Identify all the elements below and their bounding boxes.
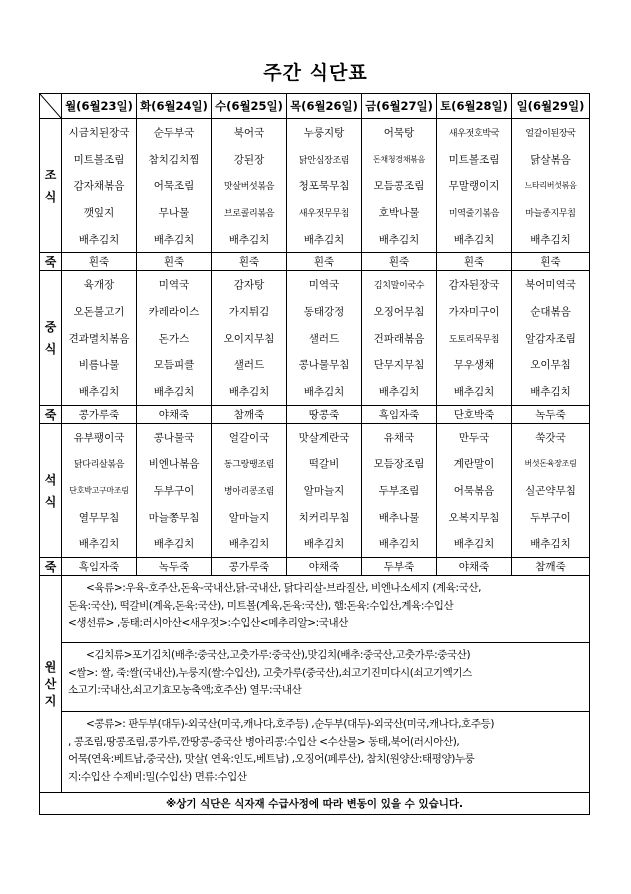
origin-line: 소고기:국내산,쇠고기효모농축액;호주산) 열무:국내산 xyxy=(68,684,302,697)
menu-item: 배추김치 xyxy=(137,378,212,405)
notice-row xyxy=(40,793,590,815)
menu-item: 견과멸치볶음 xyxy=(62,325,137,352)
day-header: 토(6월28일) xyxy=(437,94,512,119)
porridge-item: 흑임자죽 xyxy=(62,558,137,576)
menu-row xyxy=(40,531,590,558)
menu-item: 순두부국 xyxy=(137,119,212,146)
menu-item: 배추김치 xyxy=(287,378,362,405)
menu-row xyxy=(40,298,590,325)
menu-row xyxy=(40,199,590,226)
porridge-item: 단호박죽 xyxy=(437,405,512,423)
menu-item: 건파래볶음 xyxy=(362,325,437,352)
menu-item: 무나물 xyxy=(137,199,212,226)
porridge-item: 흰죽 xyxy=(437,253,512,271)
menu-item: 샐러드 xyxy=(287,325,362,352)
menu-item: 배추김치 xyxy=(512,226,590,253)
menu-item: 오징어무침 xyxy=(362,298,437,325)
origin-group xyxy=(62,712,589,792)
page-title: 주간 식단표 xyxy=(263,62,368,84)
menu-item: 순대볶음 xyxy=(512,298,590,325)
menu-item: 열무무침 xyxy=(62,504,137,531)
origin-line: 돈육:국산), 떡갈비(계육,돈육:국산), 미트볼(계육,돈육:국산), 햄:돈육:수입산,계육:수입산 xyxy=(68,599,454,612)
porridge-item: 야채죽 xyxy=(287,558,362,576)
menu-item: 병아리콩조림 xyxy=(212,477,287,504)
menu-item: 어묵탕 xyxy=(362,119,437,146)
menu-item: 배추김치 xyxy=(62,226,137,253)
porridge-item: 야채죽 xyxy=(137,405,212,423)
menu-item: 미트볼조림 xyxy=(437,146,512,173)
menu-item: 마늘쫑무침 xyxy=(137,504,212,531)
menu-item: 두부구이 xyxy=(137,477,212,504)
origin-line: <생선류> ,동태:러시아산<새우젓>:수입산<메추리알>:국내산 xyxy=(68,617,349,630)
menu-item: 호박나물 xyxy=(362,199,437,226)
porridge-item: 녹두죽 xyxy=(137,558,212,576)
menu-item: 단호박고구마조림 xyxy=(62,477,137,504)
meal-label: 석식 xyxy=(40,423,62,557)
menu-item: 오복지무침 xyxy=(437,504,512,531)
origin-line: <육류>:우육-호주산,돈육-국내산,닭-국내산, 닭다리살-브라질산, 비엔나소세지 (계육:국산, xyxy=(86,582,482,595)
menu-row xyxy=(40,352,590,379)
menu-item: 알마늘지 xyxy=(287,477,362,504)
weekly-menu-table xyxy=(39,93,590,815)
menu-item: 비름나물 xyxy=(62,352,137,379)
menu-item: 계란말이 xyxy=(437,451,512,478)
menu-item: 참치김치찜 xyxy=(137,146,212,173)
menu-item: 무우생채 xyxy=(437,352,512,379)
menu-item: 미트볼조림 xyxy=(62,146,137,173)
menu-item: 배추김치 xyxy=(437,378,512,405)
menu-item: 배추김치 xyxy=(62,378,137,405)
porridge-item: 두부죽 xyxy=(362,558,437,576)
porridge-item: 흰죽 xyxy=(137,253,212,271)
menu-body xyxy=(40,119,590,576)
menu-item: 배추김치 xyxy=(287,226,362,253)
menu-item: 감자탕 xyxy=(212,271,287,298)
menu-item: 배추김치 xyxy=(437,226,512,253)
origin-label-char: 원 xyxy=(44,659,57,674)
menu-item: 가자미구이 xyxy=(437,298,512,325)
menu-item: 배추김치 xyxy=(137,531,212,558)
menu-item: 미역국 xyxy=(287,271,362,298)
menu-item: 맛살계란국 xyxy=(287,423,362,450)
porridge-label: 죽 xyxy=(40,253,62,271)
menu-item: 배추김치 xyxy=(212,226,287,253)
menu-item: 배추김치 xyxy=(62,531,137,558)
menu-item: 청포묵무침 xyxy=(287,172,362,199)
origin-line: <콩류>: 판두부(대두)-외국산(미국,캐나다,호주등) ,순두부(대두)-외국산(미국,캐나다,호주등) xyxy=(86,718,495,731)
menu-item: 콩나물무침 xyxy=(287,352,362,379)
menu-item: 오돈불고기 xyxy=(62,298,137,325)
menu-item: 감자채볶음 xyxy=(62,172,137,199)
menu-item: 어묵조림 xyxy=(137,172,212,199)
menu-item: 육개장 xyxy=(62,271,137,298)
menu-item: 도토리묵무침 xyxy=(437,325,512,352)
menu-item: 배추김치 xyxy=(512,531,590,558)
menu-item: 동태강정 xyxy=(287,298,362,325)
menu-row xyxy=(40,119,590,146)
porridge-item: 콩가루죽 xyxy=(212,558,287,576)
menu-item: 배추김치 xyxy=(212,378,287,405)
origin-group xyxy=(62,576,589,643)
porridge-item: 땅콩죽 xyxy=(287,405,362,423)
origin-row xyxy=(40,576,590,793)
menu-item: 누룽지탕 xyxy=(287,119,362,146)
day-header: 화(6월24일) xyxy=(137,94,212,119)
porridge-item: 흰죽 xyxy=(287,253,362,271)
menu-item: 강된장 xyxy=(212,146,287,173)
diagonal-line xyxy=(40,94,61,118)
menu-item: 어묵볶음 xyxy=(437,477,512,504)
porridge-item: 흰죽 xyxy=(212,253,287,271)
menu-row xyxy=(40,146,590,173)
menu-item: 닭살볶음 xyxy=(512,146,590,173)
menu-item: 얼갈이국 xyxy=(212,423,287,450)
menu-item: 콩나물국 xyxy=(137,423,212,450)
header-row xyxy=(40,94,590,119)
menu-row xyxy=(40,226,590,253)
porridge-row xyxy=(40,405,590,423)
menu-item: 김치말이국수 xyxy=(362,271,437,298)
menu-item: 동그랑땡조림 xyxy=(212,451,287,478)
menu-item: 느타리버섯볶음 xyxy=(512,172,590,199)
menu-row xyxy=(40,325,590,352)
menu-item: 치커리무침 xyxy=(287,504,362,531)
menu-item: 모듬콩조림 xyxy=(362,172,437,199)
origin-label-char: 지 xyxy=(44,693,57,708)
menu-item: 모듬피클 xyxy=(137,352,212,379)
menu-item: 카레라이스 xyxy=(137,298,212,325)
menu-item: 유부팽이국 xyxy=(62,423,137,450)
porridge-item: 참깨죽 xyxy=(212,405,287,423)
menu-item: 가지튀김 xyxy=(212,298,287,325)
menu-item: 모듬장조림 xyxy=(362,451,437,478)
origin-line: 어묵(연육:베트남,중국산), 맛살( 연육:인도,베트남) ,오징어(페루산), 참치(원양산:태평양)누룽 xyxy=(68,753,475,766)
meal-label: 중식 xyxy=(40,271,62,405)
meal-label: 조식 xyxy=(40,119,62,253)
menu-item: 알감자조림 xyxy=(512,325,590,352)
menu-item: 깻잎지 xyxy=(62,199,137,226)
menu-item: 새우젓무무침 xyxy=(287,199,362,226)
menu-item: 오이무침 xyxy=(512,352,590,379)
menu-row xyxy=(40,451,590,478)
menu-item: 배추김치 xyxy=(287,531,362,558)
menu-item: 두부조림 xyxy=(362,477,437,504)
menu-row xyxy=(40,271,590,298)
menu-item: 시금치된장국 xyxy=(62,119,137,146)
porridge-item: 녹두죽 xyxy=(512,405,590,423)
porridge-label: 죽 xyxy=(40,558,62,576)
menu-item: 배추김치 xyxy=(362,226,437,253)
day-header: 금(6월27일) xyxy=(362,94,437,119)
menu-item: 돈가스 xyxy=(137,325,212,352)
menu-item: 북어미역국 xyxy=(512,271,590,298)
menu-item: 유채국 xyxy=(362,423,437,450)
menu-item: 단무지무침 xyxy=(362,352,437,379)
menu-item: 돈채청경채볶음 xyxy=(362,146,437,173)
day-header: 월(6월23일) xyxy=(62,94,137,119)
origin-label-char: 산 xyxy=(44,676,57,691)
day-header: 목(6월26일) xyxy=(287,94,362,119)
menu-item: 쑥갓국 xyxy=(512,423,590,450)
porridge-item: 참깨죽 xyxy=(512,558,590,576)
menu-item: 버섯돈육장조림 xyxy=(512,451,590,478)
menu-item: 마늘종지무침 xyxy=(512,199,590,226)
menu-item: 배추김치 xyxy=(362,531,437,558)
origin-info xyxy=(62,576,590,793)
menu-row xyxy=(40,423,590,450)
menu-item: 브로콜리볶음 xyxy=(212,199,287,226)
porridge-item: 흰죽 xyxy=(62,253,137,271)
menu-item: 실곤약무침 xyxy=(512,477,590,504)
menu-row xyxy=(40,504,590,531)
origin-line: <김치류>포기김치(배추:중국산,고춧가루:중국산),맛김치(배추:중국산,고춧가루:중국산) xyxy=(86,649,471,662)
porridge-row xyxy=(40,558,590,576)
menu-row xyxy=(40,378,590,405)
menu-item: 북어국 xyxy=(212,119,287,146)
corner-cell xyxy=(40,94,62,119)
menu-item: 비엔나볶음 xyxy=(137,451,212,478)
menu-item: 배추김치 xyxy=(362,378,437,405)
menu-item: 샐러드 xyxy=(212,352,287,379)
menu-item: 떡갈비 xyxy=(287,451,362,478)
menu-item: 얼갈이된장국 xyxy=(512,119,590,146)
menu-item: 배추나물 xyxy=(362,504,437,531)
menu-item: 닭안심장조림 xyxy=(287,146,362,173)
origin-line: 지:수입산 수제비:밀(수입산) 면류:수입산 xyxy=(68,770,247,783)
menu-item: 만두국 xyxy=(437,423,512,450)
porridge-item: 흰죽 xyxy=(512,253,590,271)
menu-item: 배추김치 xyxy=(137,226,212,253)
menu-item: 새우젓호박국 xyxy=(437,119,512,146)
menu-item: 미역국 xyxy=(137,271,212,298)
porridge-label: 죽 xyxy=(40,405,62,423)
menu-item: 미역줄기볶음 xyxy=(437,199,512,226)
menu-row xyxy=(40,477,590,504)
porridge-item: 흰죽 xyxy=(362,253,437,271)
porridge-item: 야채죽 xyxy=(437,558,512,576)
origin-group xyxy=(62,643,589,712)
notice-text: ※상기 식단은 식자재 수급사정에 따라 변동이 있을 수 있습니다. xyxy=(40,793,590,815)
porridge-item: 흑임자죽 xyxy=(362,405,437,423)
menu-item: 오이지무침 xyxy=(212,325,287,352)
origin-line: , 콩조림,땅콩조림,콩가루,깐땅콩-중국산 병아리콩:수입산 <수산물> 동태,북어(러시아산), xyxy=(68,735,460,748)
menu-row xyxy=(40,172,590,199)
day-header: 일(6월29일) xyxy=(512,94,590,119)
menu-item: 감자된장국 xyxy=(437,271,512,298)
menu-item: 알마늘지 xyxy=(212,504,287,531)
porridge-row xyxy=(40,253,590,271)
menu-item: 두부구이 xyxy=(512,504,590,531)
origin-line: <쌀>: 쌀, 죽:쌀(국내산),누룽지(쌀:수입산), 고춧가루(중국산),쇠고기진미다시(쇠고기엑기스 xyxy=(68,666,472,679)
menu-item: 무말랭이지 xyxy=(437,172,512,199)
menu-item: 배추김치 xyxy=(512,378,590,405)
porridge-item: 콩가루죽 xyxy=(62,405,137,423)
origin-label xyxy=(40,576,62,793)
menu-item: 닭다리살볶음 xyxy=(62,451,137,478)
menu-item: 배추김치 xyxy=(212,531,287,558)
menu-item: 맛살버섯볶음 xyxy=(212,172,287,199)
menu-item: 배추김치 xyxy=(437,531,512,558)
day-header: 수(6월25일) xyxy=(212,94,287,119)
